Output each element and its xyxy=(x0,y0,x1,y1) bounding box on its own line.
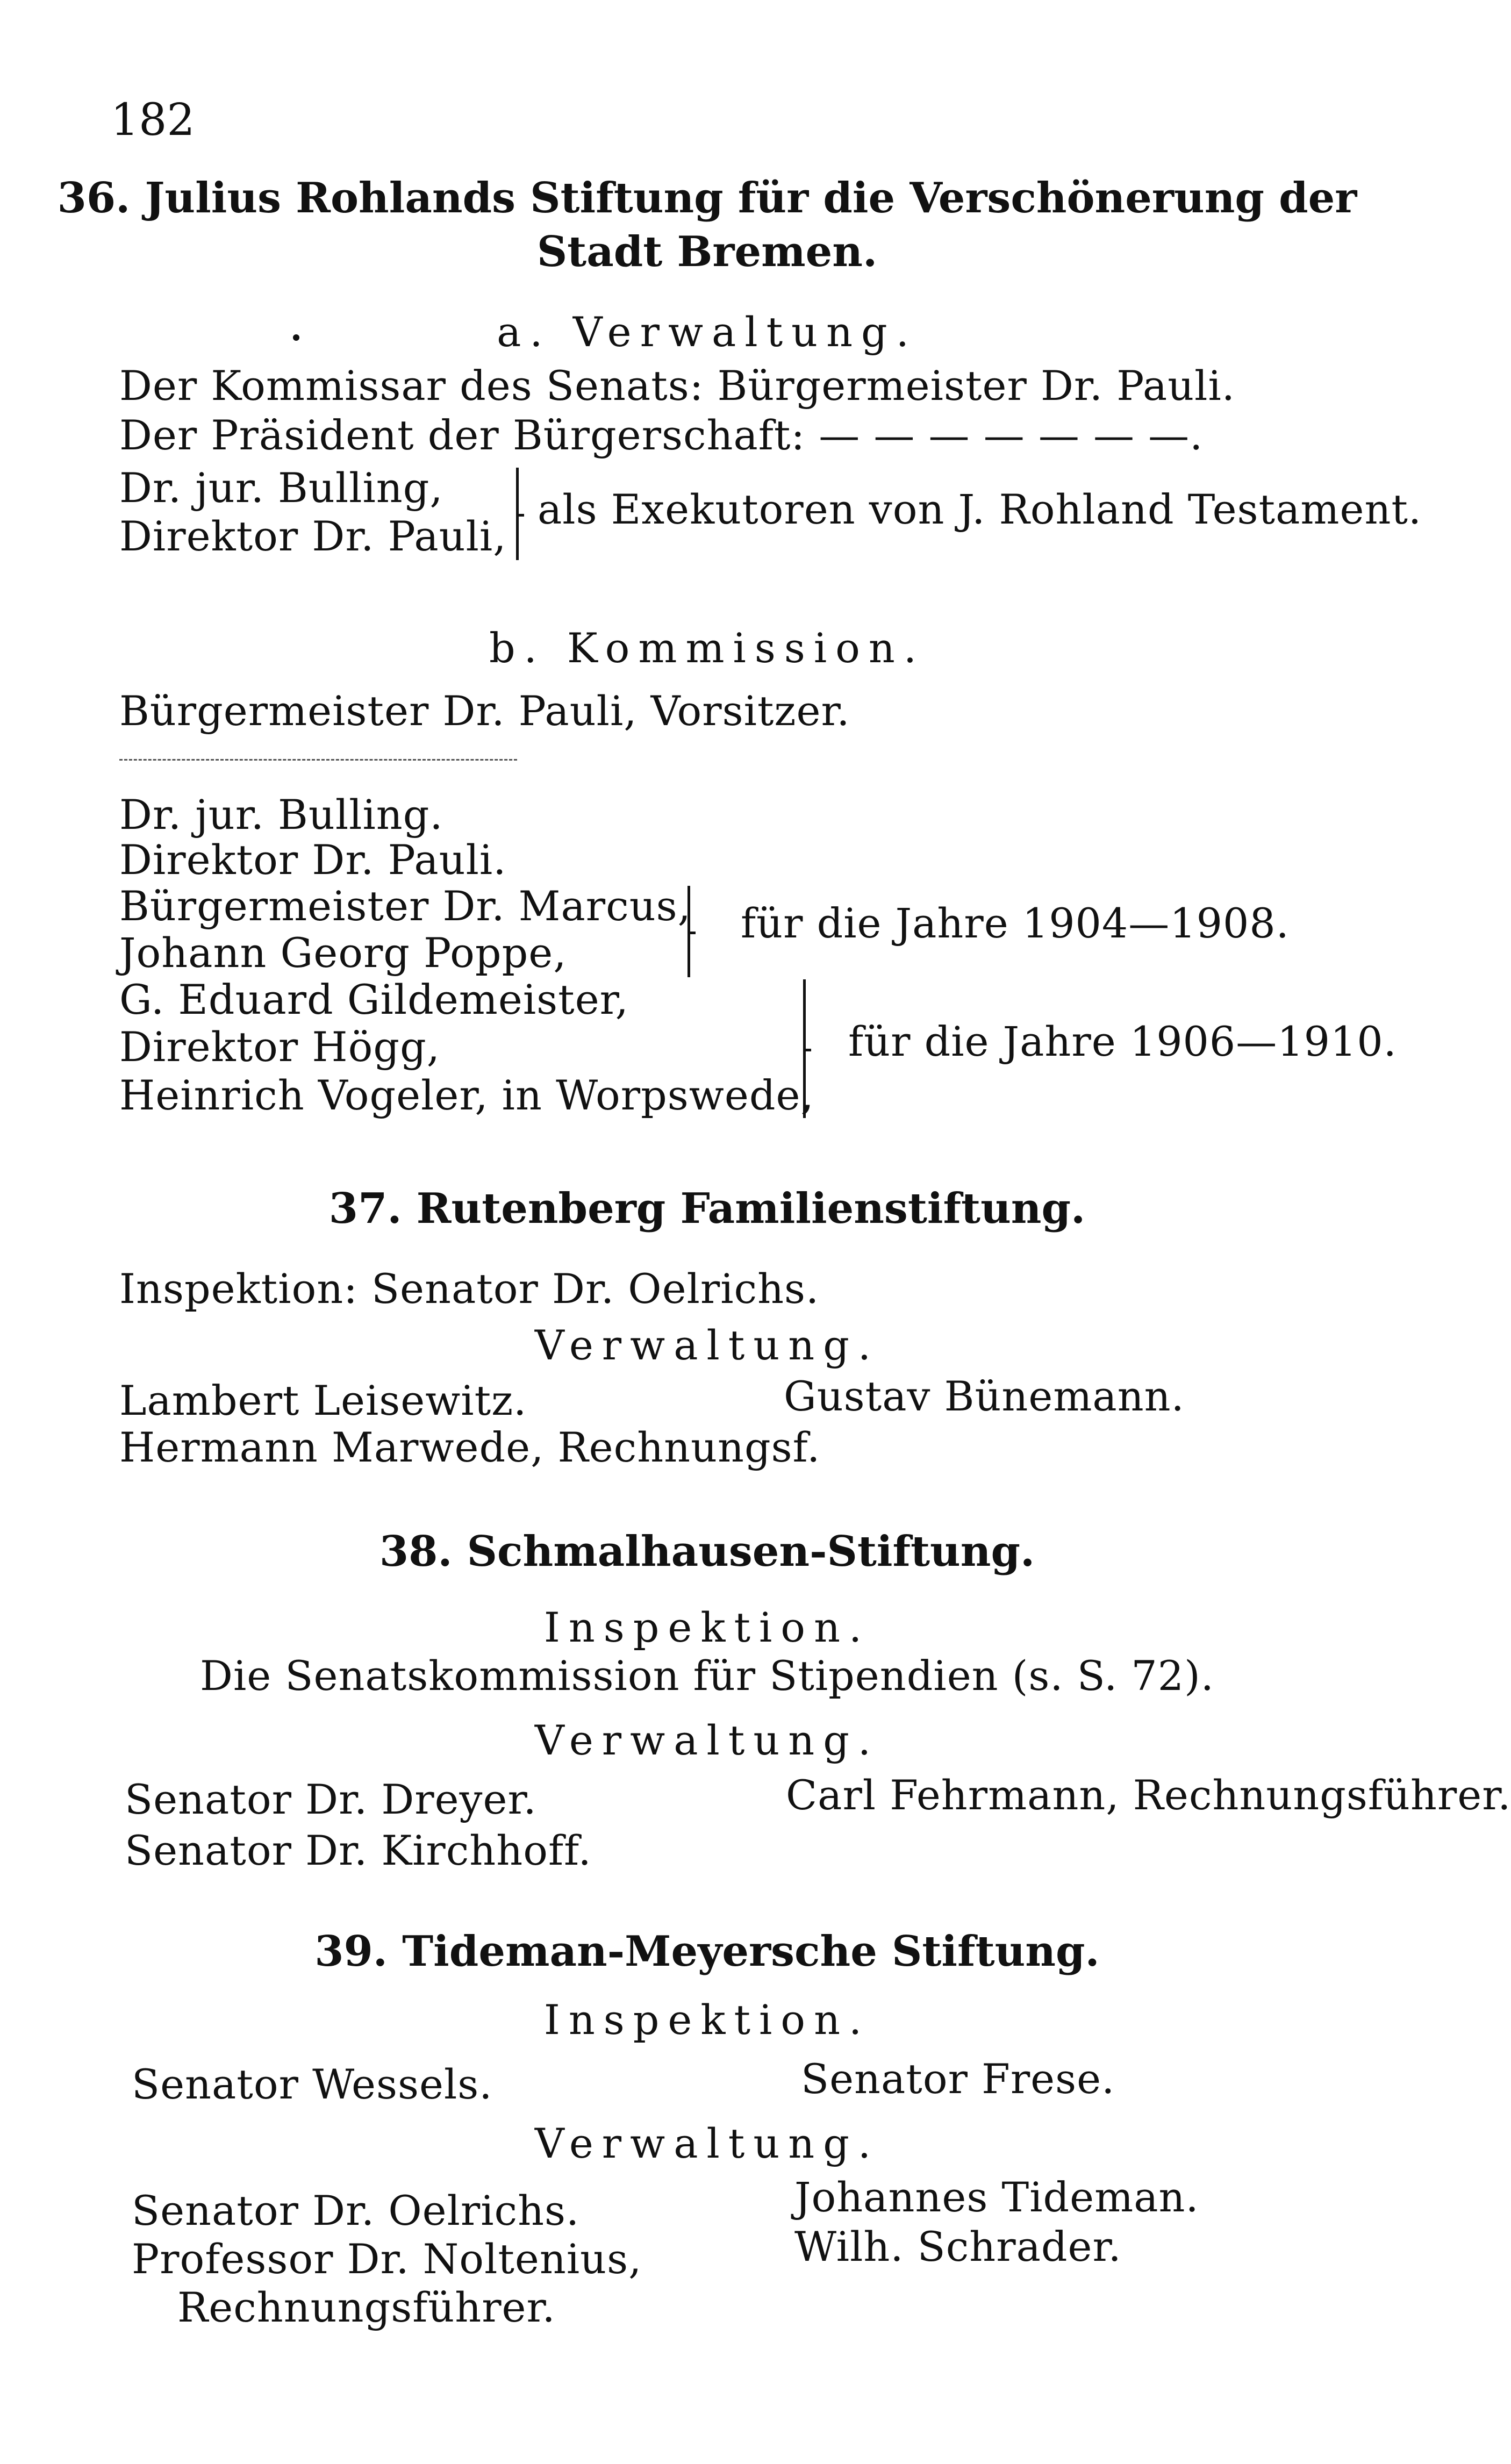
section-39-inspektion-heading: Inspektion. xyxy=(543,1996,871,2044)
section-36-vorsitzer: Bürgermeister Dr. Pauli, Vorsitzer. xyxy=(119,687,850,735)
section-39-verwaltung-heading: Verwaltung. xyxy=(534,2119,880,2167)
group2-member-2: Direktor Högg, xyxy=(119,1023,440,1071)
section-36-a-heading: a. Verwaltung. xyxy=(497,308,918,356)
group2-note: für die Jahre 1906—1910. xyxy=(848,1018,1397,1065)
section-36-title-line1: 36. Julius Rohlands Stiftung für die Verschönerung der xyxy=(57,174,1357,223)
section-36-kommissar: Der Kommissar des Senats: Bürgermeister Dr. Pauli. xyxy=(119,362,1235,410)
executor-1: Dr. jur. Bulling, xyxy=(119,464,443,512)
section-37-title: 37. Rutenberg Familienstiftung. xyxy=(328,1184,1086,1233)
brace-group2 xyxy=(796,979,806,1118)
section-38-left-2: Senator Dr. Kirchhoff. xyxy=(125,1826,592,1874)
group1-member-1: Bürgermeister Dr. Marcus, xyxy=(119,882,691,930)
section-38-title: 38. Schmalhausen-Stiftung. xyxy=(379,1527,1035,1576)
section-37-left-2: Hermann Marwede, Rechnungsf. xyxy=(119,1423,821,1471)
section-36-title-line2: Stadt Bremen. xyxy=(536,227,878,276)
brace-group1 xyxy=(680,886,690,977)
member-1: Dr. jur. Bulling. xyxy=(119,791,443,839)
section-39-left-3: Rechnungsführer. xyxy=(177,2283,556,2331)
section-37-verwaltung-heading: Verwaltung. xyxy=(534,1321,880,1369)
section-37-inspektion: Inspektion: Senator Dr. Oelrichs. xyxy=(119,1265,820,1313)
section-38-left-1: Senator Dr. Dreyer. xyxy=(125,1775,537,1823)
group2-member-1: G. Eduard Gildemeister, xyxy=(119,976,629,1023)
dash-rule-text xyxy=(119,748,490,789)
section-38-inspektion-text: Die Senatskommission für Stipendien (s. S. 72). xyxy=(200,1652,1214,1700)
section-38-right-1: Carl Fehrmann, Rechnungsführer. xyxy=(786,1771,1511,1819)
member-2: Direktor Dr. Pauli. xyxy=(119,836,507,884)
executor-2: Direktor Dr. Pauli, xyxy=(119,512,507,560)
section-36-praesident: Der Präsident der Bürgerschaft: — — — — — — —. xyxy=(119,411,1204,459)
group2-member-3: Heinrich Vogeler, in Worpswede, xyxy=(119,1071,814,1119)
group1-note: für die Jahre 1904—1908. xyxy=(741,899,1290,947)
section-39-right-1: Johannes Tideman. xyxy=(794,2173,1199,2221)
executors-note: als Exekutoren von J. Rohland Testament. xyxy=(538,485,1422,533)
section-39-right-2: Wilh. Schrader. xyxy=(794,2223,1122,2270)
section-37-left-1: Lambert Leisewitz. xyxy=(119,1377,527,1424)
section-39-title: 39. Tideman-Meyersche Stiftung. xyxy=(314,1927,1100,1976)
group1-member-2: Johann Georg Poppe, xyxy=(119,929,567,977)
section-37-right-1: Gustav Bünemann. xyxy=(784,1372,1185,1420)
section-39-inspektion-left: Senator Wessels. xyxy=(132,2060,493,2108)
section-36-b-heading: b. Kommission. xyxy=(489,624,926,672)
section-39-left-2: Professor Dr. Noltenius, xyxy=(132,2235,642,2283)
section-39-left-1: Senator Dr. Oelrichs. xyxy=(132,2187,580,2234)
section-38-inspektion-heading: Inspektion. xyxy=(543,1603,871,1651)
section-38-verwaltung-heading: Verwaltung. xyxy=(534,1716,880,1764)
brace-executors xyxy=(509,468,519,560)
page-number: 182 xyxy=(111,95,195,146)
section-39-inspektion-right: Senator Frese. xyxy=(801,2055,1115,2103)
